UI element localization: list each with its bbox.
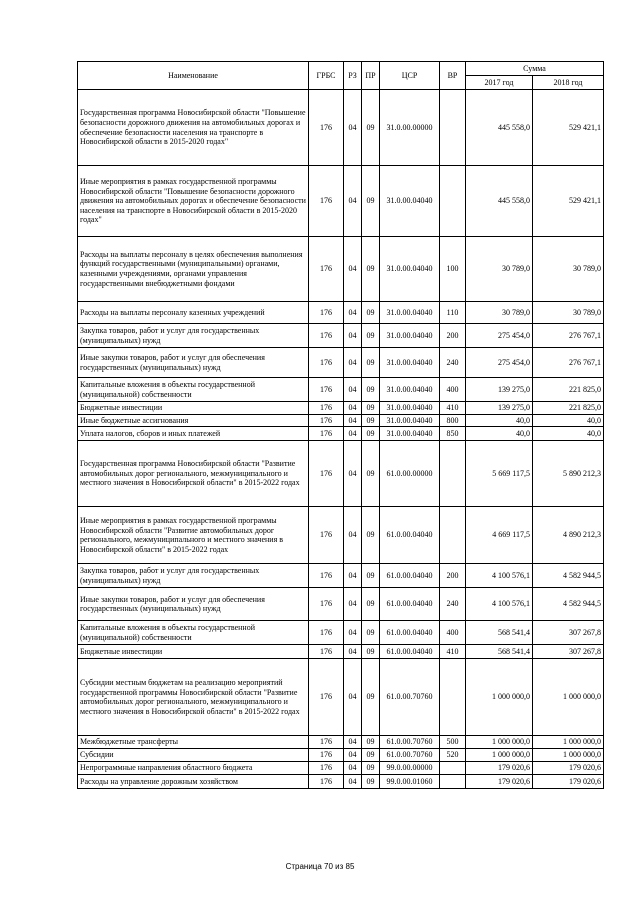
row-grbs: 176 — [309, 378, 344, 402]
row-csr: 31.0.00.04040 — [380, 427, 440, 441]
row-csr: 31.0.00.04040 — [380, 166, 440, 237]
row-sum-2017: 5 669 117,5 — [466, 441, 533, 507]
row-vr — [440, 441, 466, 507]
row-pr: 09 — [362, 736, 380, 749]
row-grbs: 176 — [309, 348, 344, 378]
table-row — [78, 659, 604, 736]
table-row — [78, 507, 604, 564]
row-name: Расходы на выплаты персоналу в целях обеспечения выполнения функций государственными (муниципальными) органами, казенными учреждениями, органами управления государственными внебюджетными фондами — [78, 237, 309, 302]
row-grbs: 176 — [309, 237, 344, 302]
row-sum-2018: 40,0 — [533, 414, 604, 427]
row-pr: 09 — [362, 749, 380, 762]
row-pr: 09 — [362, 302, 380, 324]
row-pr: 09 — [362, 414, 380, 427]
row-csr: 61.0.00.70760 — [380, 659, 440, 736]
row-rz: 04 — [344, 762, 362, 775]
row-rz: 04 — [344, 402, 362, 415]
row-sum-2017: 1 000 000,0 — [466, 749, 533, 762]
row-rz: 04 — [344, 302, 362, 324]
table-row — [78, 237, 604, 302]
row-vr — [440, 762, 466, 775]
row-csr: 31.0.00.04040 — [380, 324, 440, 348]
row-grbs: 176 — [309, 564, 344, 588]
table-row — [78, 749, 604, 762]
row-vr — [440, 659, 466, 736]
row-sum-2017: 179 020,6 — [466, 762, 533, 775]
row-name: Уплата налогов, сборов и иных платежей — [78, 427, 309, 441]
row-grbs: 176 — [309, 166, 344, 237]
row-pr: 09 — [362, 621, 380, 645]
row-sum-2017: 139 275,0 — [466, 402, 533, 415]
row-pr: 09 — [362, 237, 380, 302]
row-sum-2017: 4 100 576,1 — [466, 564, 533, 588]
header-vr: ВР — [440, 62, 466, 90]
header-csr: ЦСР — [380, 62, 440, 90]
table-row — [78, 302, 604, 324]
header-year-2018: 2018 год — [533, 76, 604, 90]
row-pr: 09 — [362, 427, 380, 441]
row-sum-2018: 276 767,1 — [533, 348, 604, 378]
row-sum-2017: 568 541,4 — [466, 621, 533, 645]
row-pr: 09 — [362, 402, 380, 415]
row-sum-2018: 1 000 000,0 — [533, 659, 604, 736]
row-rz: 04 — [344, 749, 362, 762]
table-row — [78, 762, 604, 775]
row-rz: 04 — [344, 324, 362, 348]
row-sum-2017: 275 454,0 — [466, 324, 533, 348]
row-rz: 04 — [344, 621, 362, 645]
row-name: Иные бюджетные ассигнования — [78, 414, 309, 427]
row-sum-2018: 40,0 — [533, 427, 604, 441]
row-csr: 99.0.00.00000 — [380, 762, 440, 775]
row-name: Бюджетные инвестиции — [78, 402, 309, 415]
row-rz: 04 — [344, 507, 362, 564]
table-row — [78, 166, 604, 237]
row-grbs: 176 — [309, 90, 344, 166]
row-pr: 09 — [362, 90, 380, 166]
row-name: Закупка товаров, работ и услуг для государственных (муниципальных) нужд — [78, 564, 309, 588]
row-csr: 31.0.00.04040 — [380, 302, 440, 324]
row-sum-2018: 307 267,8 — [533, 621, 604, 645]
row-vr: 200 — [440, 324, 466, 348]
row-name: Иные мероприятия в рамках государственной программы Новосибирской области "Повышение безопасности дорожного движения на автомобильных дорогах и обеспечение безопасности населения на транспорте в Новосибирской области в 2015-2020 годах" — [78, 166, 309, 237]
row-sum-2017: 139 275,0 — [466, 378, 533, 402]
row-rz: 04 — [344, 90, 362, 166]
row-pr: 09 — [362, 324, 380, 348]
row-name: Расходы на управление дорожным хозяйством — [78, 775, 309, 789]
row-sum-2017: 40,0 — [466, 414, 533, 427]
row-pr: 09 — [362, 762, 380, 775]
row-vr: 100 — [440, 237, 466, 302]
header-sum: Сумма — [466, 62, 604, 76]
table-row — [78, 564, 604, 588]
row-name: Межбюджетные трансферты — [78, 736, 309, 749]
row-pr: 09 — [362, 378, 380, 402]
row-grbs: 176 — [309, 324, 344, 348]
row-csr: 61.0.00.70760 — [380, 736, 440, 749]
row-vr: 400 — [440, 621, 466, 645]
row-sum-2017: 568 541,4 — [466, 645, 533, 659]
row-vr — [440, 90, 466, 166]
row-grbs: 176 — [309, 427, 344, 441]
row-rz: 04 — [344, 775, 362, 789]
row-sum-2017: 4 669 117,5 — [466, 507, 533, 564]
row-csr: 31.0.00.04040 — [380, 348, 440, 378]
row-vr: 520 — [440, 749, 466, 762]
row-vr — [440, 166, 466, 237]
table-row — [78, 621, 604, 645]
row-csr: 61.0.00.04040 — [380, 621, 440, 645]
row-sum-2017: 30 789,0 — [466, 302, 533, 324]
row-pr: 09 — [362, 775, 380, 789]
row-sum-2018: 307 267,8 — [533, 645, 604, 659]
row-csr: 31.0.00.04040 — [380, 414, 440, 427]
row-sum-2017: 1 000 000,0 — [466, 659, 533, 736]
row-csr: 99.0.00.01060 — [380, 775, 440, 789]
row-csr: 31.0.00.04040 — [380, 402, 440, 415]
row-vr: 500 — [440, 736, 466, 749]
row-sum-2018: 30 789,0 — [533, 302, 604, 324]
row-vr: 240 — [440, 348, 466, 378]
row-grbs: 176 — [309, 621, 344, 645]
row-sum-2017: 275 454,0 — [466, 348, 533, 378]
row-rz: 04 — [344, 645, 362, 659]
row-name: Иные закупки товаров, работ и услуг для обеспечения государственных (муниципальных) нужд — [78, 588, 309, 621]
row-vr: 110 — [440, 302, 466, 324]
row-csr: 61.0.00.04040 — [380, 588, 440, 621]
row-name: Государственная программа Новосибирской области "Развитие автомобильных дорог регионального, межмуниципального и местного значения в Новосибирской области" в 2015-2022 годах — [78, 441, 309, 507]
row-sum-2018: 1 000 000,0 — [533, 736, 604, 749]
row-vr: 410 — [440, 645, 466, 659]
row-pr: 09 — [362, 507, 380, 564]
row-sum-2017: 445 558,0 — [466, 166, 533, 237]
table-row — [78, 348, 604, 378]
row-name: Капитальные вложения в объекты государственной (муниципальной) собственности — [78, 378, 309, 402]
row-sum-2018: 276 767,1 — [533, 324, 604, 348]
row-sum-2018: 529 421,1 — [533, 90, 604, 166]
row-rz: 04 — [344, 378, 362, 402]
row-sum-2018: 4 582 944,5 — [533, 564, 604, 588]
row-sum-2018: 179 020,6 — [533, 762, 604, 775]
row-grbs: 176 — [309, 414, 344, 427]
table-row — [78, 775, 604, 789]
row-grbs: 176 — [309, 507, 344, 564]
row-vr — [440, 775, 466, 789]
row-sum-2018: 5 890 212,3 — [533, 441, 604, 507]
row-grbs: 176 — [309, 402, 344, 415]
row-sum-2017: 1 000 000,0 — [466, 736, 533, 749]
row-grbs: 176 — [309, 659, 344, 736]
table-row — [78, 324, 604, 348]
header-name: Наименование — [78, 62, 309, 90]
row-grbs: 176 — [309, 645, 344, 659]
row-rz: 04 — [344, 588, 362, 621]
row-rz: 04 — [344, 736, 362, 749]
row-sum-2018: 30 789,0 — [533, 237, 604, 302]
table-row — [78, 402, 604, 415]
row-pr: 09 — [362, 166, 380, 237]
table-row — [78, 645, 604, 659]
row-name: Иные мероприятия в рамках государственной программы Новосибирской области "Развитие автомобильных дорог регионального, межмуниципального и местного значения в Новосибирской области" в 2015-2022 годах — [78, 507, 309, 564]
header-year-2017: 2017 год — [466, 76, 533, 90]
row-vr: 410 — [440, 402, 466, 415]
row-rz: 04 — [344, 414, 362, 427]
row-grbs: 176 — [309, 736, 344, 749]
table-row — [78, 378, 604, 402]
row-name: Бюджетные инвестиции — [78, 645, 309, 659]
row-sum-2018: 529 421,1 — [533, 166, 604, 237]
row-grbs: 176 — [309, 302, 344, 324]
row-vr: 200 — [440, 564, 466, 588]
row-rz: 04 — [344, 441, 362, 507]
row-pr: 09 — [362, 659, 380, 736]
row-vr: 240 — [440, 588, 466, 621]
row-name: Капитальные вложения в объекты государственной (муниципальной) собственности — [78, 621, 309, 645]
row-vr: 800 — [440, 414, 466, 427]
budget-table — [77, 61, 604, 789]
row-csr: 61.0.00.04040 — [380, 564, 440, 588]
row-grbs: 176 — [309, 749, 344, 762]
row-sum-2017: 40,0 — [466, 427, 533, 441]
row-vr: 850 — [440, 427, 466, 441]
row-name: Государственная программа Новосибирской области "Повышение безопасности дорожного движения на автомобильных дорогах и обеспечение безопасности населения на транспорте в Новосибирской области в 2015-2020 годах" — [78, 90, 309, 166]
row-name: Субсидии местным бюджетам на реализацию мероприятий государственной программы Новосибирской области "Развитие автомобильных дорог регионального, межмуниципального и местного значения в Новосибирской области" в 2015-2022 годах — [78, 659, 309, 736]
row-sum-2017: 179 020,6 — [466, 775, 533, 789]
row-sum-2018: 221 825,0 — [533, 378, 604, 402]
row-name: Закупка товаров, работ и услуг для государственных (муниципальных) нужд — [78, 324, 309, 348]
table-row — [78, 588, 604, 621]
row-rz: 04 — [344, 166, 362, 237]
row-csr: 61.0.00.04040 — [380, 507, 440, 564]
row-rz: 04 — [344, 237, 362, 302]
row-csr: 31.0.00.00000 — [380, 90, 440, 166]
header-pr: ПР — [362, 62, 380, 90]
row-csr: 31.0.00.04040 — [380, 378, 440, 402]
row-rz: 04 — [344, 348, 362, 378]
row-csr: 61.0.00.70760 — [380, 749, 440, 762]
row-sum-2017: 30 789,0 — [466, 237, 533, 302]
row-sum-2018: 1 000 000,0 — [533, 749, 604, 762]
row-pr: 09 — [362, 645, 380, 659]
table-row — [78, 441, 604, 507]
row-sum-2017: 4 100 576,1 — [466, 588, 533, 621]
row-pr: 09 — [362, 588, 380, 621]
row-csr: 31.0.00.04040 — [380, 237, 440, 302]
row-pr: 09 — [362, 564, 380, 588]
row-grbs: 176 — [309, 441, 344, 507]
row-name: Субсидии — [78, 749, 309, 762]
page-number: Страница 70 из 85 — [285, 862, 355, 871]
row-rz: 04 — [344, 564, 362, 588]
row-sum-2018: 221 825,0 — [533, 402, 604, 415]
table-row — [78, 90, 604, 166]
row-rz: 04 — [344, 427, 362, 441]
row-csr: 61.0.00.04040 — [380, 645, 440, 659]
row-rz: 04 — [344, 659, 362, 736]
row-vr: 400 — [440, 378, 466, 402]
row-name: Расходы на выплаты персоналу казенных учреждений — [78, 302, 309, 324]
row-sum-2018: 179 020,6 — [533, 775, 604, 789]
row-grbs: 176 — [309, 775, 344, 789]
row-pr: 09 — [362, 348, 380, 378]
row-csr: 61.0.00.00000 — [380, 441, 440, 507]
row-sum-2018: 4 890 212,3 — [533, 507, 604, 564]
header-grbs: ГРБС — [309, 62, 344, 90]
row-grbs: 176 — [309, 762, 344, 775]
table-row — [78, 414, 604, 427]
header-rz: РЗ — [344, 62, 362, 90]
row-grbs: 176 — [309, 588, 344, 621]
row-sum-2018: 4 582 944,5 — [533, 588, 604, 621]
row-sum-2017: 445 558,0 — [466, 90, 533, 166]
row-pr: 09 — [362, 441, 380, 507]
row-vr — [440, 507, 466, 564]
row-name: Непрограммные направления областного бюджета — [78, 762, 309, 775]
row-name: Иные закупки товаров, работ и услуг для обеспечения государственных (муниципальных) нужд — [78, 348, 309, 378]
table-row — [78, 736, 604, 749]
table-row — [78, 427, 604, 441]
